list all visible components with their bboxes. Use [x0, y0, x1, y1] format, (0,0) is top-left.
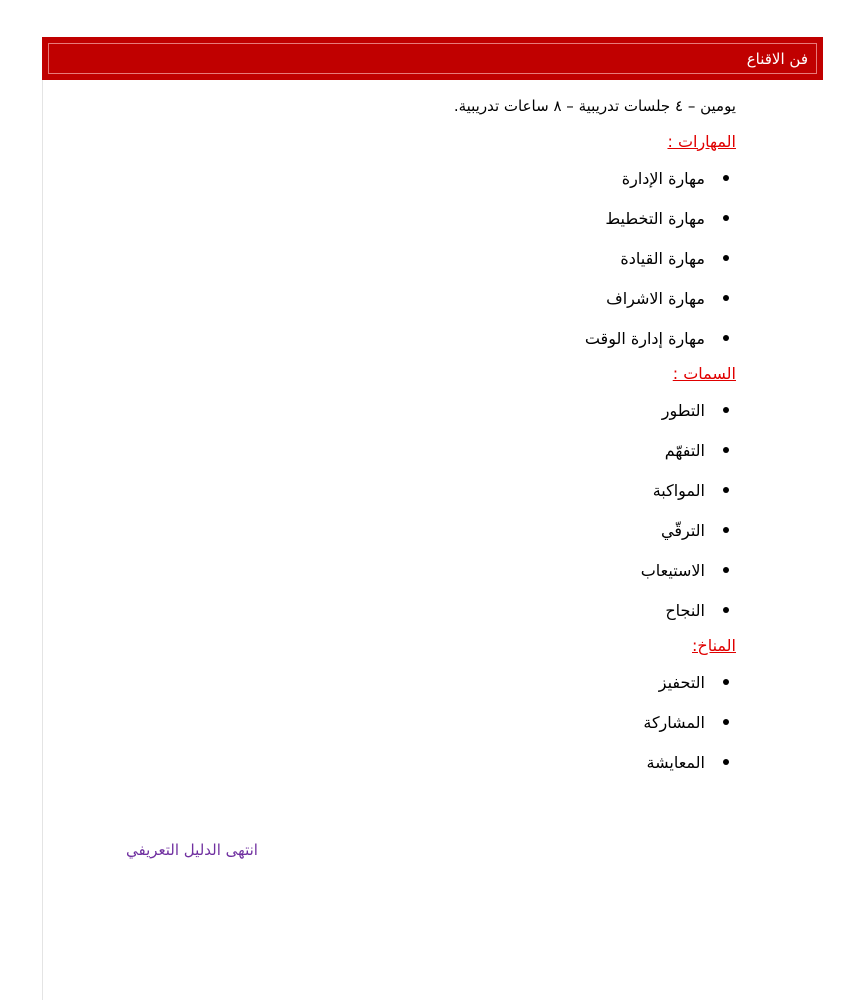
list-item: [96, 318, 736, 358]
bullet-icon: [723, 567, 729, 573]
title-bar: [42, 37, 823, 80]
bullet-icon: [723, 255, 729, 261]
skills-list: [96, 158, 736, 358]
list-item: [96, 550, 736, 590]
list-item: [96, 198, 736, 238]
bullet-icon: [723, 607, 729, 613]
bullet-icon: [723, 719, 729, 725]
list-item: [96, 430, 736, 470]
list-item-text: الترقّي: [661, 520, 705, 540]
page-margin-rule: [42, 80, 43, 1000]
list-item-text: المعايشة: [646, 752, 705, 772]
climate-heading: المناخ:: [692, 636, 736, 655]
title-frame: [48, 43, 817, 74]
list-item-text: المشاركة: [643, 712, 705, 732]
list-item: [96, 390, 736, 430]
skills-heading: المهارات :: [667, 132, 736, 151]
bullet-icon: [723, 527, 729, 533]
bullet-icon: [723, 175, 729, 181]
list-item-text: مهارة الاشراف: [606, 288, 705, 308]
list-item: [96, 470, 736, 510]
end-note: انتهى الدليل التعريفي: [126, 841, 258, 859]
bullet-icon: [723, 487, 729, 493]
list-item-text: مهارة الإدارة: [621, 168, 705, 188]
list-item: [96, 510, 736, 550]
list-item-text: مهارة القيادة: [620, 248, 705, 268]
list-item: [96, 158, 736, 198]
list-item: [96, 238, 736, 278]
list-item-text: مهارة التخطيط: [605, 208, 705, 228]
bullet-icon: [723, 759, 729, 765]
list-item-text: الاستيعاب: [640, 560, 705, 580]
list-item-text: التفهّم: [664, 440, 705, 460]
bullet-icon: [723, 215, 729, 221]
bullet-icon: [723, 679, 729, 685]
climate-list: [96, 662, 736, 782]
list-item: [96, 702, 736, 742]
traits-heading: السمات :: [672, 364, 736, 383]
document-body: [96, 88, 736, 782]
document-title: فن الاقناع: [746, 49, 808, 68]
bullet-icon: [723, 407, 729, 413]
bullet-icon: [723, 295, 729, 301]
list-item: [96, 742, 736, 782]
list-item-text: التحفيز: [658, 672, 705, 692]
list-item-text: التطور: [661, 400, 705, 420]
list-item: [96, 662, 736, 702]
list-item: [96, 590, 736, 630]
bullet-icon: [723, 335, 729, 341]
course-duration: يومين – ٤ جلسات تدريبية – ٨ ساعات تدريبية.: [453, 97, 736, 115]
list-item: [96, 278, 736, 318]
list-item-text: النجاح: [665, 600, 705, 620]
bullet-icon: [723, 447, 729, 453]
list-item-text: مهارة إدارة الوقت: [584, 328, 705, 348]
traits-list: [96, 390, 736, 630]
list-item-text: المواكبة: [652, 480, 705, 500]
